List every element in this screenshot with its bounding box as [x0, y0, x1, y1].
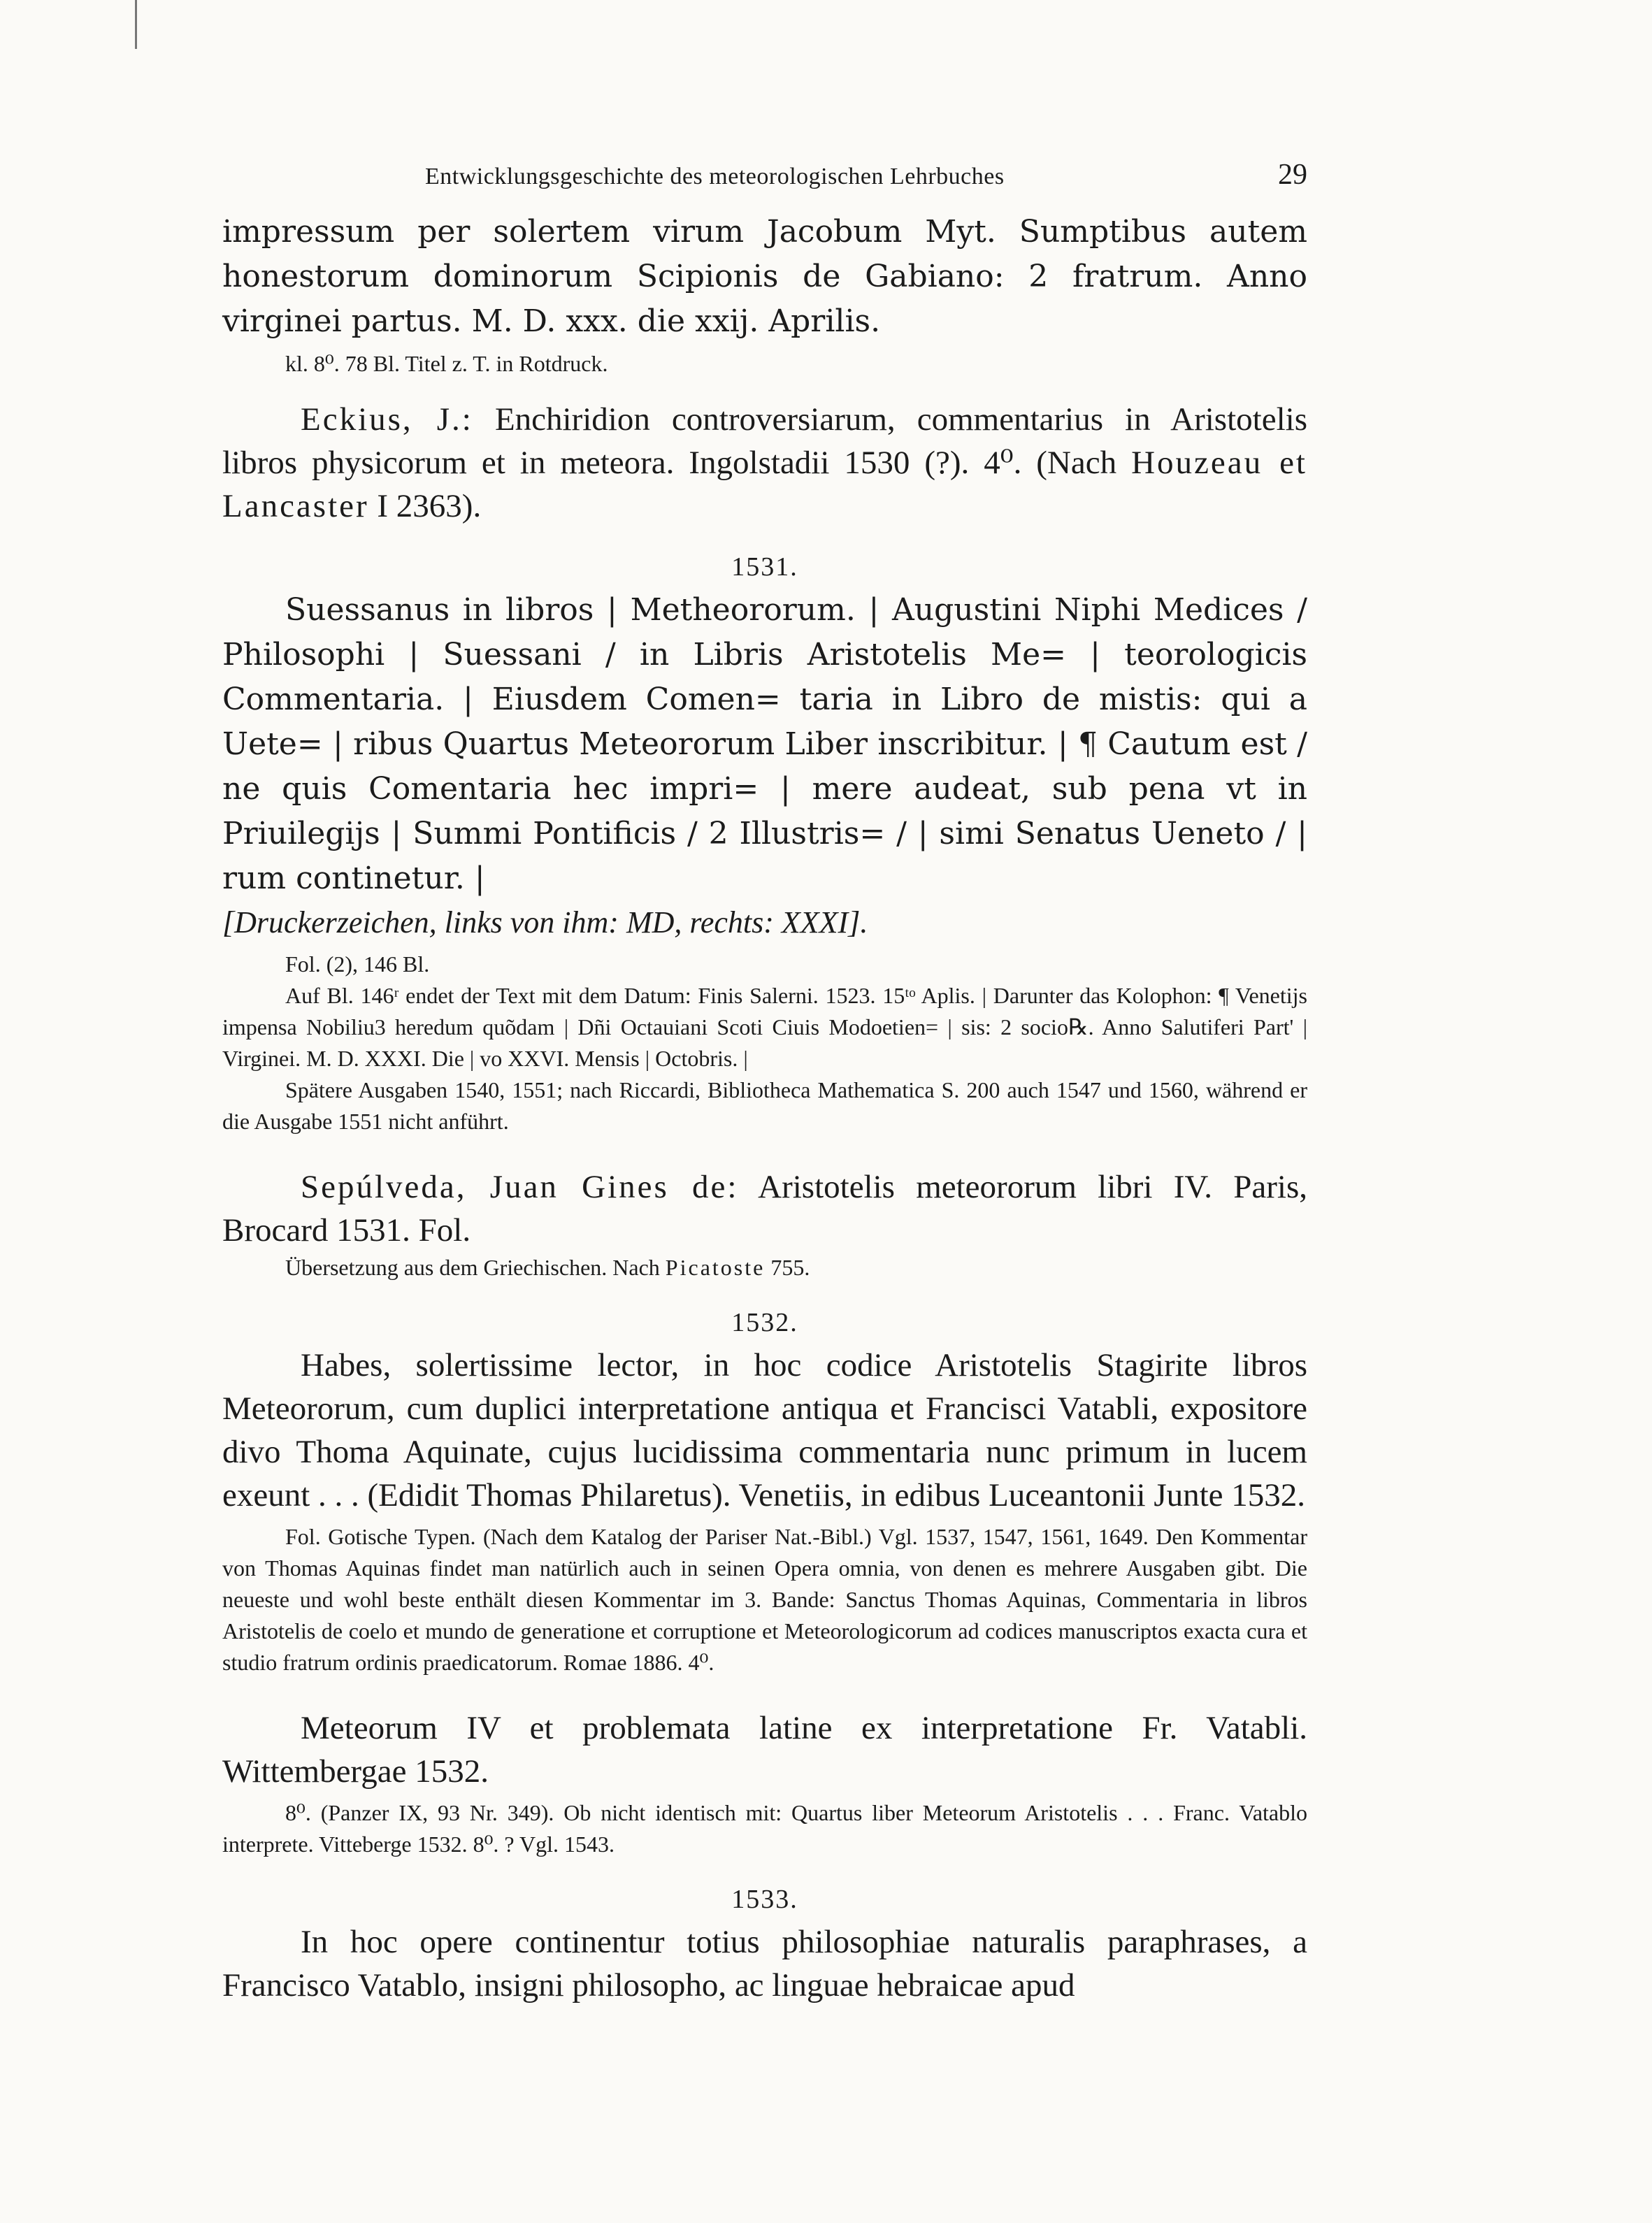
entry-meteorum-iv: Meteorum IV et problemata latine ex interpretatione Fr. Vatabli. Wittembergae 1532. — [222, 1710, 1307, 1790]
fraktur-title-niphus: Suessanus in libros | Metheororum. | Augustini Niphi Medices / Philosophi | Suessani / in Libris Aristotelis Me= | teorologicis Commentaria. | Eiusdem Comen= taria in Libro de mistis: qui a Uete= | ribus Quartus Meteororum Liber inscribitur. | ¶ Cautum est / ne quis Comentaria hec impri= | mere audeat, sub pena vt in Priuilegijs | Summi Pontificis / 2 Illustris= / | simi Senatus Ueneto / | rum continetur. | — [222, 592, 1307, 896]
page-header — [222, 158, 1307, 200]
author-name: Eckius, J.: — [301, 401, 473, 438]
bibliographic-note: kl. 8⁰. 78 Bl. Titel z. T. in Rotdruck. — [285, 351, 608, 376]
bibliographic-note: Fol. (2), 146 Bl. — [285, 951, 430, 977]
printer-mark-note: [Druckerzeichen, links von ihm: MD, rechts: XXXI]. — [222, 905, 868, 940]
page-number: 29 — [1278, 159, 1307, 191]
bibliographic-note: 8⁰. (Panzer IX, 93 Nr. 349). Ob nicht identisch mit: Quartus liber Meteorum Aristotelis . . . Franc. Vatablo interprete. Vitteberge 1532. 8⁰. ? Vgl. 1543. — [222, 1800, 1307, 1857]
author-name: Sepúlveda, Juan Gines de: — [301, 1169, 739, 1205]
entry-text-tail: I 2363). — [368, 488, 482, 524]
bibliographic-note: Fol. Gotische Typen. (Nach dem Katalog der Pariser Nat.-Bibl.) Vgl. 1537, 1547, 1561, 1649. Den Kommentar von Thomas Aquinas findet man natürlich auch in seinen Opera omnia, von denen es mehrere Ausgaben gibt. Die neueste und wohl beste enthält diesen Kommentar im 3. Bande: Sanctus Thomas Aquinas, Commentaria in libros Aristotelis de coelo et mundo de generatione et corruptione et Meteorologicorum ad codices manuscriptos exacta cura et studio fratrum ordinis praedicatorum. Romae 1886. 4⁰. — [222, 1524, 1307, 1675]
entry-text: Enchiridion controversiarum, commentarius in Aristotelis libros physicorum et in meteora. Ingolstadii 1530 (?). 4⁰. (Nach — [222, 401, 1307, 481]
entry-habes: Habes, solertissime lector, in hoc codice Aristotelis Stagirite libros Meteororum, cum duplici interpretatione antiqua et Francisci Vatabli, expositore divo Thoma Aquinate, cujus lucidissima commentaria nunc primum in lucem exeunt . . . (Edidit Thomas Philaretus). Venetiis, in edibus Luceantonii Junte 1532. — [222, 1347, 1307, 1513]
bibliographic-note: Spätere Ausgaben 1540, 1551; nach Riccardi, Bibliotheca Mathematica S. 200 auch 1547 und 1560, während er die Ausgabe 1551 nicht anführt. — [222, 1077, 1307, 1134]
year-heading-1532: 1532. — [731, 1308, 798, 1337]
fraktur-title-continuation: impressum per solertem virum Jacobum Myt. Sumptibus autem honestorum dominorum Scipionis de Gabiano: 2 fratrum. Anno virginei partus. M. D. xxx. die xxij. Aprilis. — [222, 214, 1307, 339]
bibliographic-note — [222, 1252, 1307, 1283]
running-head: Entwicklungsgeschichte des meteorologischen Lehrbuches — [425, 164, 1005, 189]
bibliographic-note: Auf Bl. 146ʳ endet der Text mit dem Datum: Finis Salerni. 1523. 15ᵗᵒ Aplis. | Darunter das Kolophon: ¶ Venetijs impensa Nobiliu3 heredum quõdam | Dñi Octauiani Scoti Ciuis Modoetien= | sis: 2 socio℞. Anno Salutiferi Part' | Virginei. M. D. XXXI. Die | vo XXVI. Mensis | Octobris. | — [222, 983, 1307, 1071]
year-heading-1533: 1533. — [731, 1885, 798, 1914]
reference-name: Houzeau et Lancaster — [222, 445, 1307, 524]
year-heading-1531: 1531. — [731, 552, 798, 582]
scan-edge-line — [135, 0, 137, 49]
reference-name: Picatoste — [665, 1255, 766, 1280]
entry-in-hoc-opere: In hoc opere continentur totius philosophiae naturalis paraphrases, a Francisco Vatablo, insigni philosopho, ac linguae hebraicae apud — [222, 1924, 1307, 2003]
entry-eckius — [222, 398, 1307, 528]
entry-text: Aristotelis meteororum libri IV. Paris, Brocard 1531. Fol. — [222, 1169, 1307, 1249]
entry-sepulveda — [222, 1165, 1307, 1252]
page-body — [222, 210, 1307, 2007]
note-text: Übersetzung aus dem Griechischen. Nach — [285, 1255, 666, 1280]
note-text-tail: 755. — [765, 1255, 810, 1280]
